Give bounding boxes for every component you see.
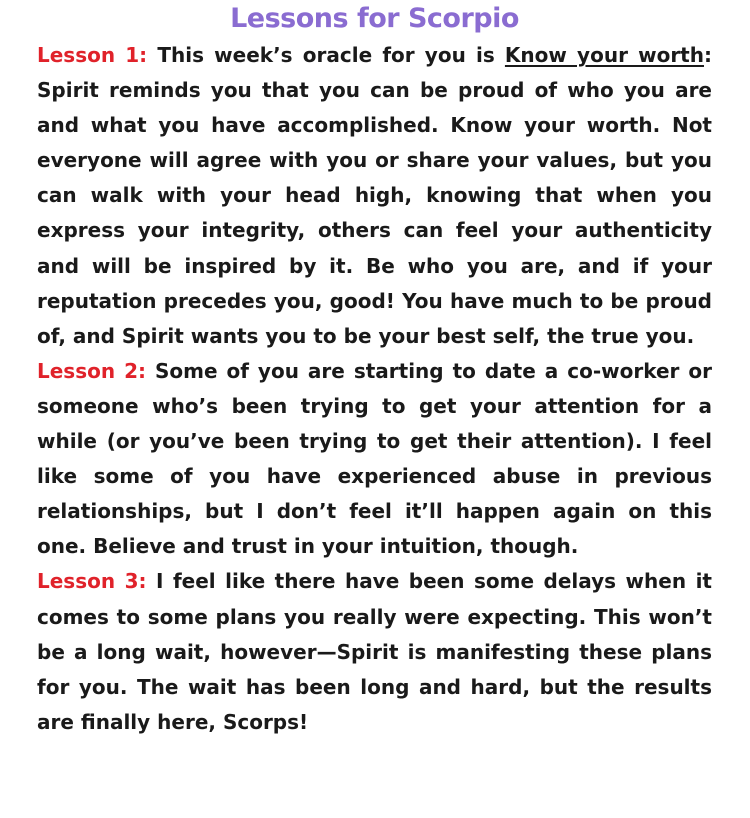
lesson-2-label: Lesson 2: [37,358,146,383]
lesson-2 [37,354,712,565]
lesson-3-label: Lesson 3: [37,569,147,594]
lessons-body [37,38,712,740]
lesson-1-emphasis: Know your worth [504,43,704,67]
lesson-1-text-before: This week’s oracle for you is [147,43,505,67]
lesson-1 [37,38,712,354]
lesson-3-text: I feel like there have been some delays when it comes to some plans you really were expecting. This won’t be a long wait, however—Spirit is manifesting these plans for you. The wait has been long and hard, but the results are finally here, Scorps! [37,569,712,734]
lesson-1-label: Lesson 1: [37,43,148,67]
lesson-2-text: Some of you are starting to date a co-worker or someone who’s been trying to get your attention for a while (or you’ve been trying to get their attention). I feel like some of you have experienced abuse in previous relationships, but I don’t feel it’ll happen again on this one. Believe and trust in your intuition, though. [37,358,713,559]
lesson-1-text-after: : Spirit reminds you that you can be proud of who you are and what you have accomplished. Know your worth. Not everyone will agree with you or share your values, but you can walk with your head high, knowing that when you express your integrity, others can feel your authenticity and will be inspired by it. Be who you are, and if your reputation precedes you, good! You have much to be proud of, and Spirit wants you to be your best self, the true you. [37,43,712,348]
lesson-3 [37,564,712,739]
page-title: Lessons for Scorpio [230,3,519,34]
